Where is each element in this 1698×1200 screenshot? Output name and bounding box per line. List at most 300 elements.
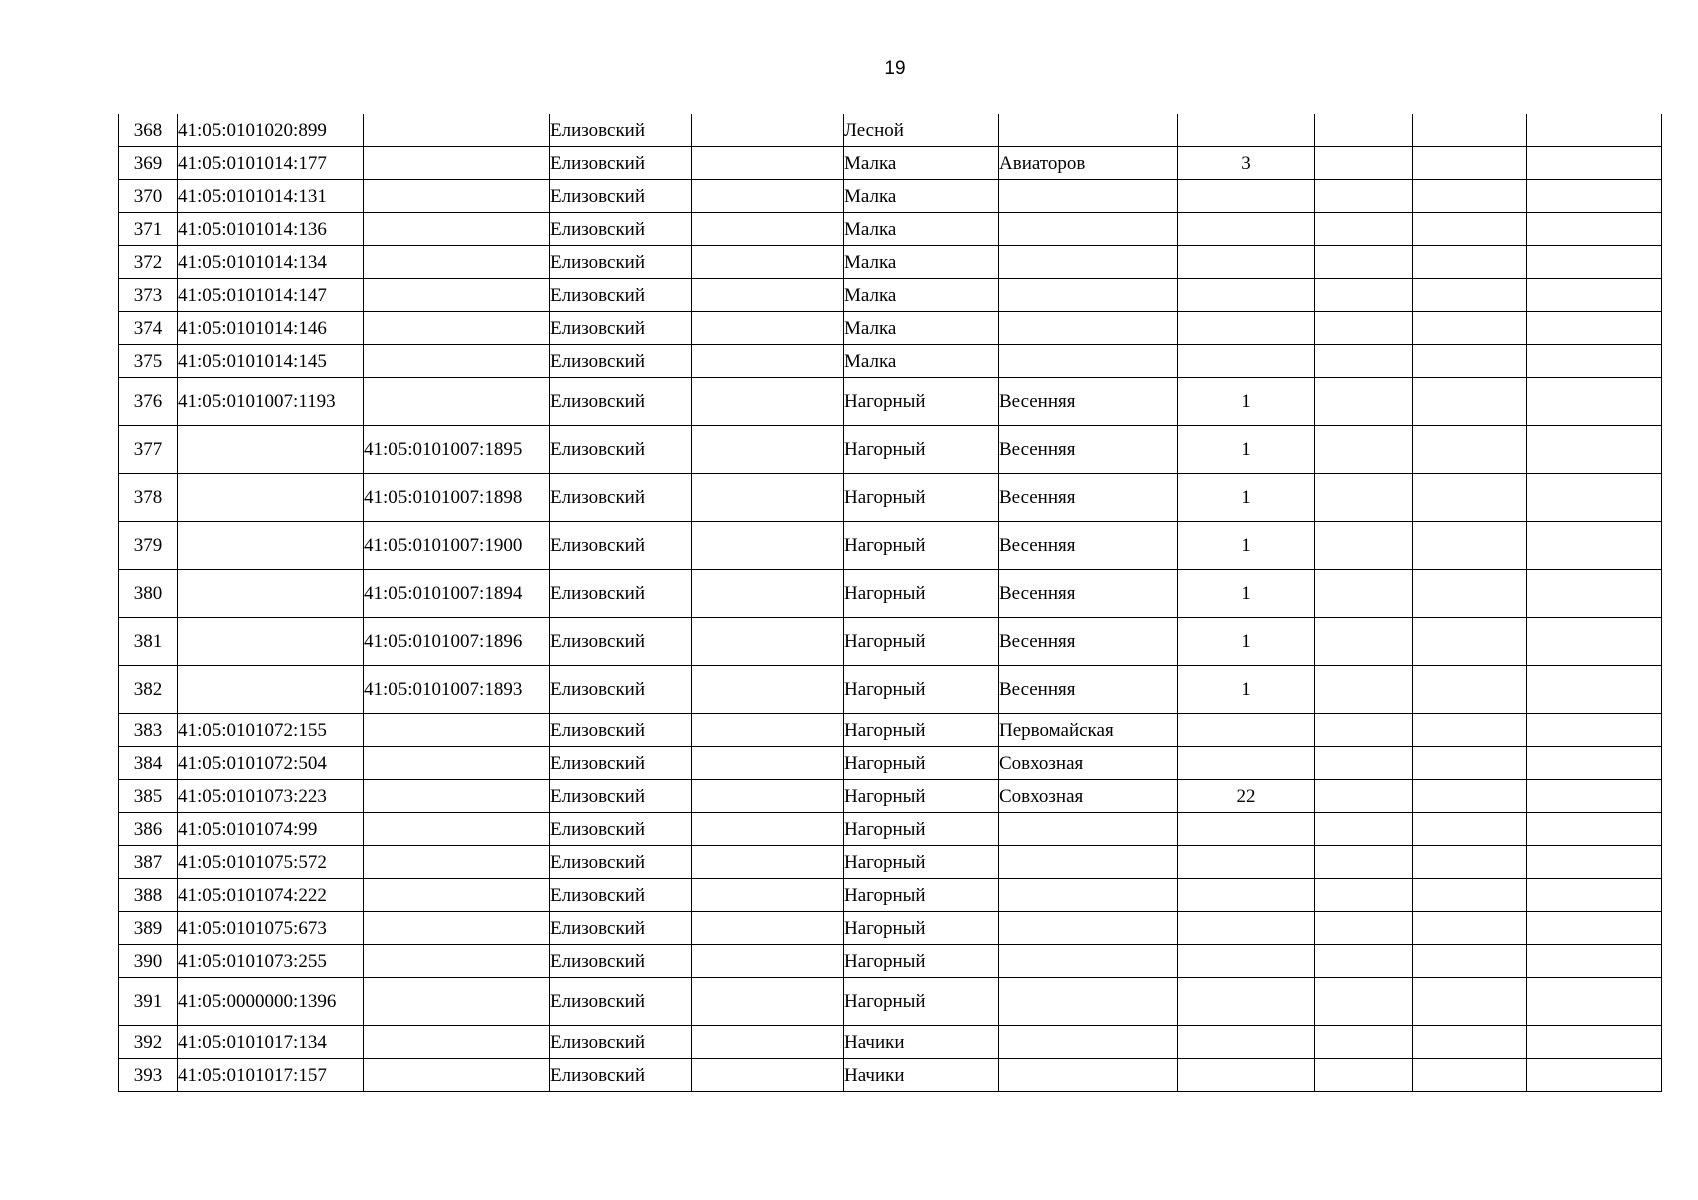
settlement: Нагорный — [844, 426, 999, 474]
row-number: 385 — [119, 780, 178, 813]
empty-cell — [692, 246, 844, 279]
row-number: 383 — [119, 714, 178, 747]
table-row — [119, 570, 1662, 618]
cadastral-number: 41:05:0101074:222 — [178, 879, 364, 912]
cadastral-number-secondary — [364, 813, 550, 846]
cadastral-number: 41:05:0101020:899 — [178, 114, 364, 147]
street: Совхозная — [999, 780, 1178, 813]
settlement: Нагорный — [844, 879, 999, 912]
table-row — [119, 345, 1662, 378]
empty-cell — [692, 912, 844, 945]
empty-cell — [1527, 978, 1662, 1026]
table-row — [119, 279, 1662, 312]
house-number — [1178, 912, 1315, 945]
empty-cell — [1315, 666, 1413, 714]
empty-cell — [1315, 114, 1413, 147]
empty-cell — [1413, 147, 1527, 180]
empty-cell — [1527, 945, 1662, 978]
street: Весенняя — [999, 570, 1178, 618]
settlement: Нагорный — [844, 522, 999, 570]
empty-cell — [1527, 1026, 1662, 1059]
empty-cell — [1527, 714, 1662, 747]
district: Елизовский — [550, 912, 692, 945]
cadastral-number: 41:05:0101014:145 — [178, 345, 364, 378]
cadastral-number-secondary — [364, 147, 550, 180]
empty-cell — [1315, 378, 1413, 426]
empty-cell — [692, 1026, 844, 1059]
empty-cell — [1413, 246, 1527, 279]
cadastral-number: 41:05:0101014:146 — [178, 312, 364, 345]
empty-cell — [1413, 1059, 1527, 1092]
empty-cell — [1315, 846, 1413, 879]
row-number: 390 — [119, 945, 178, 978]
street — [999, 114, 1178, 147]
row-number: 382 — [119, 666, 178, 714]
cadastral-number: 41:05:0101073:255 — [178, 945, 364, 978]
district: Елизовский — [550, 213, 692, 246]
empty-cell — [1527, 213, 1662, 246]
street — [999, 213, 1178, 246]
district: Елизовский — [550, 1026, 692, 1059]
row-number: 376 — [119, 378, 178, 426]
settlement: Лесной — [844, 114, 999, 147]
table-row — [119, 978, 1662, 1026]
empty-cell — [1413, 213, 1527, 246]
empty-cell — [1527, 279, 1662, 312]
empty-cell — [692, 978, 844, 1026]
empty-cell — [1413, 714, 1527, 747]
district: Елизовский — [550, 378, 692, 426]
cadastral-number-secondary: 41:05:0101007:1896 — [364, 618, 550, 666]
house-number — [1178, 945, 1315, 978]
house-number — [1178, 879, 1315, 912]
empty-cell — [1527, 522, 1662, 570]
empty-cell — [692, 714, 844, 747]
street: Весенняя — [999, 618, 1178, 666]
cadastral-number: 41:05:0101014:131 — [178, 180, 364, 213]
house-number — [1178, 846, 1315, 879]
row-number: 380 — [119, 570, 178, 618]
settlement: Нагорный — [844, 846, 999, 879]
empty-cell — [692, 312, 844, 345]
table-row — [119, 780, 1662, 813]
empty-cell — [692, 618, 844, 666]
empty-cell — [692, 378, 844, 426]
district: Елизовский — [550, 474, 692, 522]
street: Совхозная — [999, 747, 1178, 780]
empty-cell — [1413, 879, 1527, 912]
empty-cell — [1315, 279, 1413, 312]
empty-cell — [1315, 180, 1413, 213]
empty-cell — [1527, 114, 1662, 147]
district: Елизовский — [550, 279, 692, 312]
district: Елизовский — [550, 147, 692, 180]
district: Елизовский — [550, 879, 692, 912]
empty-cell — [1413, 180, 1527, 213]
settlement: Нагорный — [844, 378, 999, 426]
cadastral-number: 41:05:0101074:99 — [178, 813, 364, 846]
table-row — [119, 213, 1662, 246]
street — [999, 345, 1178, 378]
street: Первомайская — [999, 714, 1178, 747]
table-row — [119, 714, 1662, 747]
empty-cell — [1413, 114, 1527, 147]
district: Елизовский — [550, 180, 692, 213]
empty-cell — [1527, 570, 1662, 618]
cadastral-number — [178, 570, 364, 618]
cadastral-number — [178, 618, 364, 666]
empty-cell — [1315, 570, 1413, 618]
table-row — [119, 1059, 1662, 1092]
house-number — [1178, 345, 1315, 378]
settlement: Малка — [844, 180, 999, 213]
empty-cell — [1527, 312, 1662, 345]
street: Весенняя — [999, 378, 1178, 426]
settlement: Нагорный — [844, 978, 999, 1026]
row-number: 386 — [119, 813, 178, 846]
table-row — [119, 912, 1662, 945]
empty-cell — [692, 522, 844, 570]
district: Елизовский — [550, 345, 692, 378]
settlement: Нагорный — [844, 618, 999, 666]
row-number: 378 — [119, 474, 178, 522]
empty-cell — [1315, 912, 1413, 945]
settlement: Нагорный — [844, 813, 999, 846]
table-row — [119, 522, 1662, 570]
row-number: 391 — [119, 978, 178, 1026]
empty-cell — [692, 846, 844, 879]
row-number: 369 — [119, 147, 178, 180]
cadastral-number: 41:05:0101017:157 — [178, 1059, 364, 1092]
table-body — [119, 114, 1662, 1092]
empty-cell — [692, 780, 844, 813]
cadastral-number-secondary — [364, 279, 550, 312]
empty-cell — [1315, 714, 1413, 747]
empty-cell — [1315, 426, 1413, 474]
cadastral-number-secondary: 41:05:0101007:1900 — [364, 522, 550, 570]
settlement: Нагорный — [844, 474, 999, 522]
empty-cell — [1527, 378, 1662, 426]
street: Весенняя — [999, 522, 1178, 570]
cadastral-number — [178, 474, 364, 522]
row-number: 388 — [119, 879, 178, 912]
street — [999, 1059, 1178, 1092]
cadastral-number-secondary — [364, 912, 550, 945]
empty-cell — [1527, 474, 1662, 522]
cadastral-number: 41:05:0101075:572 — [178, 846, 364, 879]
house-number — [1178, 279, 1315, 312]
row-number: 374 — [119, 312, 178, 345]
empty-cell — [1527, 246, 1662, 279]
cadastral-number-secondary — [364, 879, 550, 912]
empty-cell — [1413, 345, 1527, 378]
street: Весенняя — [999, 426, 1178, 474]
empty-cell — [1527, 879, 1662, 912]
empty-cell — [692, 813, 844, 846]
settlement: Нагорный — [844, 570, 999, 618]
empty-cell — [1413, 474, 1527, 522]
empty-cell — [1527, 1059, 1662, 1092]
row-number: 371 — [119, 213, 178, 246]
house-number: 22 — [1178, 780, 1315, 813]
cadastral-number — [178, 426, 364, 474]
district: Елизовский — [550, 246, 692, 279]
district: Елизовский — [550, 312, 692, 345]
district: Елизовский — [550, 618, 692, 666]
empty-cell — [1527, 666, 1662, 714]
table-row — [119, 747, 1662, 780]
cadastral-number — [178, 666, 364, 714]
empty-cell — [692, 1059, 844, 1092]
district: Елизовский — [550, 426, 692, 474]
empty-cell — [1413, 846, 1527, 879]
street — [999, 279, 1178, 312]
row-number: 393 — [119, 1059, 178, 1092]
empty-cell — [1315, 780, 1413, 813]
settlement: Нагорный — [844, 912, 999, 945]
table-row — [119, 378, 1662, 426]
street — [999, 978, 1178, 1026]
settlement: Малка — [844, 147, 999, 180]
district: Елизовский — [550, 780, 692, 813]
cadastral-number: 41:05:0101075:673 — [178, 912, 364, 945]
row-number: 375 — [119, 345, 178, 378]
settlement: Малка — [844, 345, 999, 378]
empty-cell — [1527, 180, 1662, 213]
district: Елизовский — [550, 570, 692, 618]
row-number: 387 — [119, 846, 178, 879]
street — [999, 879, 1178, 912]
empty-cell — [1315, 618, 1413, 666]
empty-cell — [1413, 378, 1527, 426]
cadastral-number-secondary: 41:05:0101007:1893 — [364, 666, 550, 714]
empty-cell — [1413, 279, 1527, 312]
empty-cell — [692, 570, 844, 618]
empty-cell — [692, 279, 844, 312]
empty-cell — [692, 474, 844, 522]
settlement: Нагорный — [844, 780, 999, 813]
house-number — [1178, 714, 1315, 747]
district: Елизовский — [550, 666, 692, 714]
house-number: 1 — [1178, 666, 1315, 714]
cadastral-number: 41:05:0101014:177 — [178, 147, 364, 180]
row-number: 392 — [119, 1026, 178, 1059]
empty-cell — [1315, 747, 1413, 780]
district: Елизовский — [550, 522, 692, 570]
empty-cell — [1413, 570, 1527, 618]
house-number — [1178, 180, 1315, 213]
house-number: 1 — [1178, 474, 1315, 522]
row-number: 370 — [119, 180, 178, 213]
table-row — [119, 666, 1662, 714]
settlement: Нагорный — [844, 666, 999, 714]
district: Елизовский — [550, 945, 692, 978]
empty-cell — [1413, 618, 1527, 666]
empty-cell — [1315, 879, 1413, 912]
settlement: Малка — [844, 213, 999, 246]
cadastral-number-secondary — [364, 714, 550, 747]
table-row — [119, 180, 1662, 213]
cadastral-number-secondary — [364, 312, 550, 345]
cadastral-number: 41:05:0101014:136 — [178, 213, 364, 246]
street — [999, 180, 1178, 213]
empty-cell — [1315, 312, 1413, 345]
table-row — [119, 879, 1662, 912]
house-number — [1178, 312, 1315, 345]
empty-cell — [1413, 426, 1527, 474]
table-row — [119, 846, 1662, 879]
cadastral-number — [178, 522, 364, 570]
district: Елизовский — [550, 114, 692, 147]
settlement: Нагорный — [844, 747, 999, 780]
house-number — [1178, 1059, 1315, 1092]
street — [999, 846, 1178, 879]
row-number: 389 — [119, 912, 178, 945]
district: Елизовский — [550, 846, 692, 879]
empty-cell — [1315, 945, 1413, 978]
settlement: Малка — [844, 246, 999, 279]
table-row — [119, 1026, 1662, 1059]
empty-cell — [692, 147, 844, 180]
empty-cell — [1315, 213, 1413, 246]
cadastral-number-secondary — [364, 180, 550, 213]
cadastral-number-secondary — [364, 345, 550, 378]
empty-cell — [1315, 1059, 1413, 1092]
house-number — [1178, 978, 1315, 1026]
table-row — [119, 114, 1662, 147]
table-row — [119, 945, 1662, 978]
street — [999, 813, 1178, 846]
cadastral-number-secondary — [364, 114, 550, 147]
house-number — [1178, 747, 1315, 780]
settlement: Нагорный — [844, 945, 999, 978]
empty-cell — [692, 180, 844, 213]
house-number: 1 — [1178, 378, 1315, 426]
cadastral-number: 41:05:0101017:134 — [178, 1026, 364, 1059]
cadastral-number-secondary — [364, 1059, 550, 1092]
empty-cell — [1527, 747, 1662, 780]
house-number: 1 — [1178, 570, 1315, 618]
street: Авиаторов — [999, 147, 1178, 180]
table-row — [119, 246, 1662, 279]
empty-cell — [1413, 813, 1527, 846]
house-number — [1178, 813, 1315, 846]
empty-cell — [1413, 522, 1527, 570]
row-number: 377 — [119, 426, 178, 474]
empty-cell — [1315, 246, 1413, 279]
cadastral-number-secondary — [364, 1026, 550, 1059]
empty-cell — [1315, 345, 1413, 378]
empty-cell — [1413, 312, 1527, 345]
cadastral-number-secondary: 41:05:0101007:1895 — [364, 426, 550, 474]
registry-table — [118, 114, 1662, 1092]
house-number — [1178, 114, 1315, 147]
row-number: 384 — [119, 747, 178, 780]
empty-cell — [1413, 945, 1527, 978]
empty-cell — [1413, 780, 1527, 813]
house-number: 3 — [1178, 147, 1315, 180]
house-number: 1 — [1178, 426, 1315, 474]
street: Весенняя — [999, 666, 1178, 714]
cadastral-number-secondary — [364, 213, 550, 246]
row-number: 372 — [119, 246, 178, 279]
cadastral-number-secondary — [364, 846, 550, 879]
street — [999, 945, 1178, 978]
empty-cell — [692, 213, 844, 246]
empty-cell — [1315, 147, 1413, 180]
empty-cell — [1527, 912, 1662, 945]
cadastral-number: 41:05:0101072:504 — [178, 747, 364, 780]
empty-cell — [1315, 813, 1413, 846]
cadastral-number-secondary — [364, 945, 550, 978]
row-number: 368 — [119, 114, 178, 147]
row-number: 373 — [119, 279, 178, 312]
district: Елизовский — [550, 978, 692, 1026]
house-number: 1 — [1178, 522, 1315, 570]
district: Елизовский — [550, 813, 692, 846]
empty-cell — [692, 666, 844, 714]
empty-cell — [692, 345, 844, 378]
row-number: 379 — [119, 522, 178, 570]
street — [999, 312, 1178, 345]
cadastral-number: 41:05:0101073:223 — [178, 780, 364, 813]
settlement: Нагорный — [844, 714, 999, 747]
street — [999, 1026, 1178, 1059]
empty-cell — [692, 747, 844, 780]
cadastral-number-secondary: 41:05:0101007:1894 — [364, 570, 550, 618]
house-number — [1178, 246, 1315, 279]
table-row — [119, 426, 1662, 474]
empty-cell — [1315, 1026, 1413, 1059]
cadastral-number-secondary — [364, 378, 550, 426]
empty-cell — [692, 426, 844, 474]
empty-cell — [692, 945, 844, 978]
empty-cell — [1527, 147, 1662, 180]
empty-cell — [1413, 1026, 1527, 1059]
street — [999, 912, 1178, 945]
empty-cell — [1413, 666, 1527, 714]
empty-cell — [1527, 426, 1662, 474]
cadastral-number: 41:05:0101007:1193 — [178, 378, 364, 426]
house-number — [1178, 213, 1315, 246]
settlement: Начики — [844, 1059, 999, 1092]
empty-cell — [1413, 747, 1527, 780]
cadastral-number: 41:05:0101072:155 — [178, 714, 364, 747]
cadastral-number: 41:05:0101014:147 — [178, 279, 364, 312]
table-row — [119, 618, 1662, 666]
house-number: 1 — [1178, 618, 1315, 666]
street: Весенняя — [999, 474, 1178, 522]
table-row — [119, 474, 1662, 522]
empty-cell — [1413, 912, 1527, 945]
cadastral-number-secondary — [364, 780, 550, 813]
empty-cell — [1315, 522, 1413, 570]
district: Елизовский — [550, 714, 692, 747]
table-row — [119, 147, 1662, 180]
settlement: Малка — [844, 312, 999, 345]
district: Елизовский — [550, 1059, 692, 1092]
empty-cell — [1527, 780, 1662, 813]
row-number: 381 — [119, 618, 178, 666]
empty-cell — [1315, 978, 1413, 1026]
empty-cell — [1413, 978, 1527, 1026]
street — [999, 246, 1178, 279]
cadastral-number-secondary: 41:05:0101007:1898 — [364, 474, 550, 522]
cadastral-number-secondary — [364, 246, 550, 279]
house-number — [1178, 1026, 1315, 1059]
table-row — [119, 312, 1662, 345]
settlement: Начики — [844, 1026, 999, 1059]
